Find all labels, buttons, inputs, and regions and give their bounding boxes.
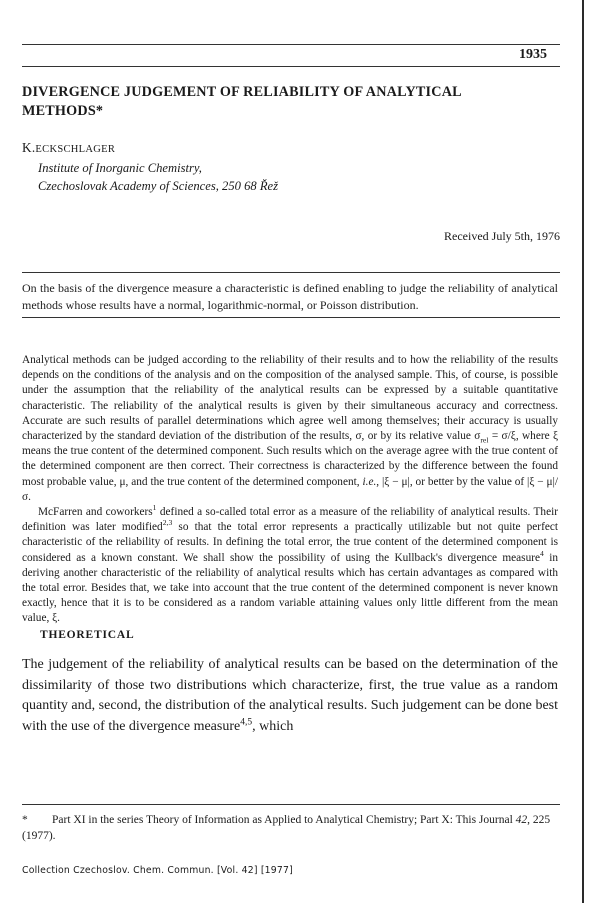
- abstract-top-rule: [22, 272, 560, 273]
- author-initial: K.: [22, 140, 36, 155]
- author-surname: ECKSCHLAGER: [35, 144, 116, 155]
- footnote-rule: [22, 804, 560, 805]
- intro-paragraph-1: Analytical methods can be judged according to the reliability of their results and to how the reliability of the results depends on the conditions of the analysis and on the composition of the analysed sample. This, of course, is possible under the assumption that the reliability of the analytical results can be expressed by a suitable quantitative characteristic. The reliability of the analytical results is given by their simultaneous accuracy and correctness. Accurate are such results of parallel determinations which agree well among themselves; their accuracy is usually characterized by the standard deviation of the distribution of the results, σ, or by its relative value $\sigma_{rel} = \sigma/\xi$, where ξ means the true content of the determined component. Such results which on the average agree with the true content of the determined component are then correct. Their correctness is characterized by the difference between the found most probable value, μ, and the true content of the determined component, i.e., |ξ − μ|, or better by the value of |ξ − μ|/σ.: [22, 354, 559, 503]
- footnote: * Part XI in the series Theory of Information as Applied to Analytical Chemistry; Part X: This Journal 42, 225 (1977).: [22, 814, 551, 842]
- header-rule: [22, 44, 560, 45]
- section-heading-theoretical: THEORETICAL: [40, 629, 135, 641]
- introduction: [22, 353, 558, 627]
- intro-paragraph-2: McFarren and coworkers$^1$ defined a so-called total error as a measure of the reliability of analytical results. Their definition was later modified$^{2,3}$ so that the total error represents a practically utilizable but not quite perfect characteristic of the reliability of results. In defining the total error, the true content of the determined component is considered as a known constant. We shall show the possibility of using the Kullback's divergence measure$^4$ in deriving another characteristic of the reliability of analytical results which has certain advantages as compared with the total error. Besides that, we take into account that the true content of the determined component is never known exactly, hence that it is to be considered as a random variable attaining values only little different from the mean value, ξ.: [22, 503, 558, 625]
- received-date: Received July 5th, 1976: [444, 229, 560, 243]
- affiliation: [38, 159, 278, 195]
- article-title: DIVERGENCE JUDGEMENT OF RELIABILITY OF ANALYTICAL METHODS*: [22, 84, 462, 119]
- affiliation-line-2: Czechoslovak Academy of Sciences, 250 68 Řež: [38, 179, 279, 193]
- abstract: On the basis of the divergence measure a characteristic is defined enabling to judge the reliability of analytical methods whose results have a normal, logarithmic-normal, or Poisson distribution.: [22, 281, 558, 312]
- header-rule-lower: [22, 66, 560, 67]
- theoretical-paragraph: The judgement of the reliability of analytical results can be based on the determination of the dissimilarity of those two distributions which characterize, first, the true value as a random quantity and, second, the distribution of the analytical results. Such judgement can be done best with the use of the divergence measure$^{4,5}$, which: [22, 657, 558, 734]
- page-edge-line: [582, 0, 584, 903]
- author-name: [22, 140, 115, 156]
- affiliation-line-1: Institute of Inorganic Chemistry,: [38, 161, 202, 175]
- abstract-bottom-rule: [22, 317, 560, 318]
- journal-citation: Collection Czechoslov. Chem. Commun. [Vol. 42] [1977]: [22, 865, 293, 876]
- footnote-mark: *: [22, 814, 28, 826]
- page-number: 1935: [519, 47, 547, 62]
